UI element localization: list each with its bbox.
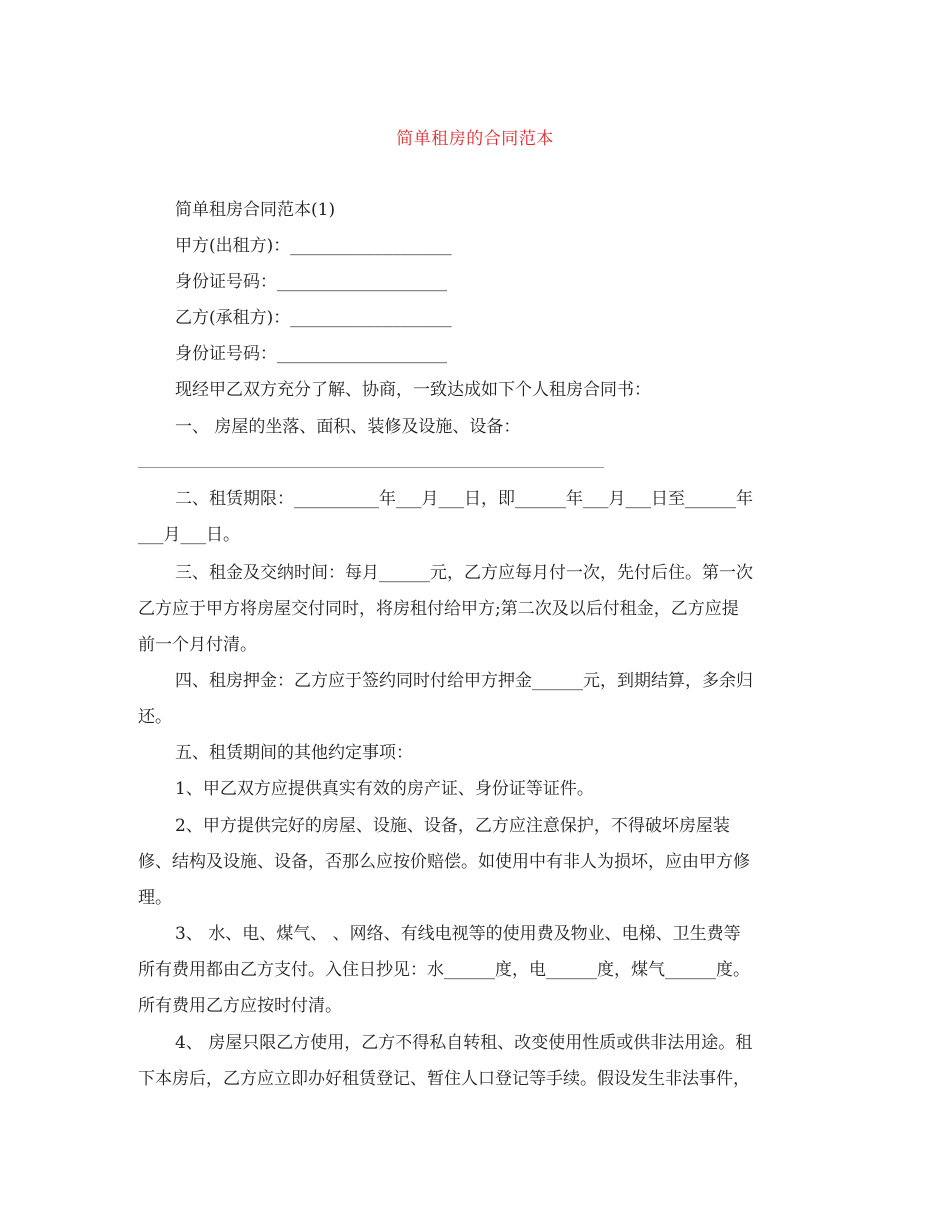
page-title: 简单租房的合同范本 [396, 129, 554, 149]
clause-2-line-1: 二、租赁期限：__________年___月___日，即______年___月___日至______年 [175, 489, 753, 509]
item-4-line-2: 下本房后，乙方应立即办好租赁登记、暂住人口登记等手续。假设发生非法事件， [138, 1069, 750, 1089]
clause-3-line-2: 乙方应于甲方将房屋交付同时，将房租付给甲方;第二次及以后付租金，乙方应提 [138, 599, 739, 619]
item-3-line-2: 所有费用都由乙方支付。入住日抄见：水______度，电______度，煤气______度。 [138, 960, 750, 980]
item-3-line-3: 所有费用乙方应按时付清。 [138, 996, 342, 1016]
item-2-line-1: 2、甲方提供完好的房屋、设施、设备，乙方应注意保护，不得破坏房屋装 [175, 816, 730, 836]
item-2-line-2: 修、结构及设施、设备，否那么应按价赔偿。如使用中有非人为损坏，应由甲方修 [138, 852, 750, 872]
clause-1-heading: 一、 房屋的坐落、面积、装修及设施、设备： [175, 417, 521, 437]
clause-2-line-2: ___月___日。 [138, 525, 240, 545]
clause-4-line-1: 四、租房押金：乙方应于签约同时付给甲方押金______元，到期结算，多余归 [175, 671, 753, 691]
party-b-id-line: 身份证号码：____________________ [175, 344, 447, 364]
party-a-id-line: 身份证号码：____________________ [175, 272, 447, 292]
item-2-line-3: 理。 [138, 888, 172, 908]
clause-4-line-2: 还。 [138, 707, 172, 727]
item-1: 1、甲乙双方应提供真实有效的房产证、身份证等证件。 [175, 779, 594, 799]
item-4-line-1: 4、 房屋只限乙方使用，乙方不得私自转租、改变使用性质或供非法用途。租 [175, 1033, 753, 1053]
party-a-line: 甲方(出租方)：___________________ [175, 236, 452, 256]
clause-3-line-3: 前一个月付清。 [138, 635, 257, 655]
contract-subtitle: 简单租房合同范本(1) [175, 200, 336, 220]
party-b-line: 乙方(承租方)：___________________ [175, 308, 452, 328]
item-3-line-1: 3、 水、电、煤气、 、网络、有线电视等的使用费及物业、电梯、卫生费等 [175, 924, 741, 944]
clause-5-heading: 五、租赁期间的其他约定事项： [175, 743, 413, 763]
clause-3-line-1: 三、租金及交纳时间：每月______元，乙方应每月付一次，先付后住。第一次 [175, 563, 753, 583]
agreement-intro: 现经甲乙双方充分了解、协商，一致达成如下个人租房合同书： [175, 380, 651, 400]
blank-fill-line [138, 467, 604, 468]
